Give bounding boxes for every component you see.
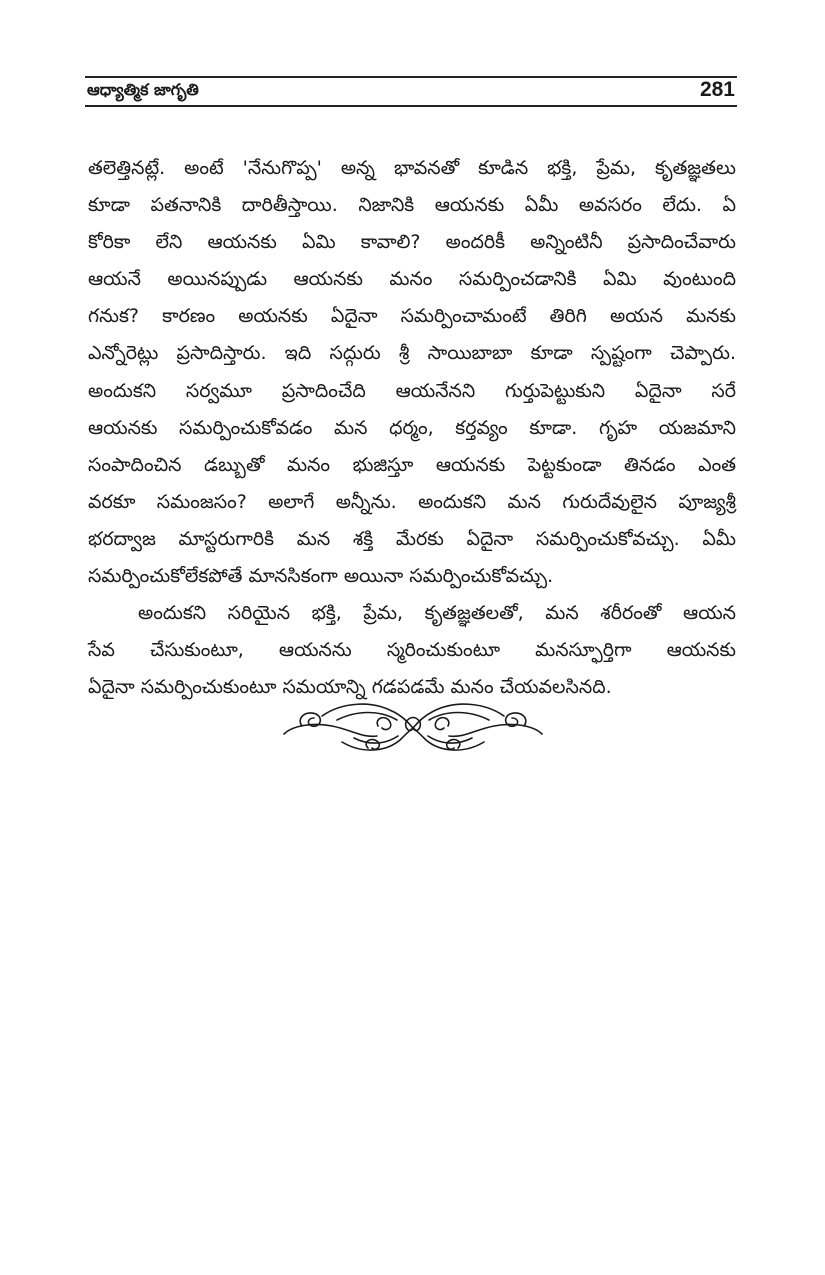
text-line: అందుకని సరియైన భక్తి, ప్రేమ, కృతజ్ఞతలతో, మన శరీరంతో ఆయన bbox=[138, 602, 736, 625]
text-line: కూడా పతనానికి దారితీస్తాయి. నిజానికి ఆయనకు ఏమీ అవసరం లేదు. ఏ bbox=[88, 194, 736, 217]
text-line: గనుక? కారణం అయనకు ఏదైనా సమర్పించామంటే తిరిగి అయన మనకు bbox=[88, 305, 736, 328]
page-number: 281 bbox=[699, 78, 735, 101]
decorative-flourish-icon bbox=[282, 696, 544, 758]
text-line: సంపాదించిన డబ్బుతో మనం భుజిస్తూ ఆయనకు పెట్టకుండా తినడం ఎంత bbox=[88, 453, 736, 476]
text-line: కోరికా లేని ఆయనకు ఏమి కావాలి? అందరికీ అన్నింటినీ ప్రసాదించేవారు bbox=[88, 231, 736, 254]
text-line: ఏదైనా సమర్పించుకుంటూ సమయాన్ని గడపడమే మనం చేయవలసినది. bbox=[88, 676, 612, 699]
text-line: ఆయనే అయినప్పుడు ఆయనకు మనం సమర్పించడానికి ఏమి వుంటుంది bbox=[88, 268, 736, 291]
text-line: వరకూ సమంజసం? అలాగే అన్నీను. అందుకని మన గురుదేవులైన పూజ్యశ్రీ bbox=[88, 490, 736, 513]
header-top-rule bbox=[85, 76, 737, 78]
text-line: ఎన్నోరెట్లు ప్రసాదిస్తారు. ఇది సద్గురు శ్రీ సాయిబాబా కూడా స్పష్టంగా చెప్పారు. bbox=[88, 342, 736, 365]
running-title: ఆధ్యాత్మిక జాగృతి bbox=[87, 80, 199, 99]
text-line: సమర్పించుకోలేకపోతే మానసికంగా అయినా సమర్పించుకోవచ్చు. bbox=[88, 565, 554, 588]
text-line: సేవ చేసుకుంటూ, ఆయనను స్మరించుకుంటూ మనస్ఫూర్తిగా ఆయనకు bbox=[88, 639, 736, 662]
text-line: అందుకని సర్వమూ ప్రసాదించేది ఆయనేనని గుర్తుపెట్టుకుని ఏదైనా సరే bbox=[88, 379, 736, 402]
text-line: భరద్వాజ మాస్టరుగారికి మన శక్తి మేరకు ఏదైనా సమర్పించుకోవచ్చు. ఏమీ bbox=[88, 527, 736, 550]
text-line: తలెత్తినట్లే. అంటే 'నేనుగొప్ప' అన్న భావనతో కూడిన భక్తి, ప్రేమ, కృతజ్ఞతలు bbox=[88, 157, 736, 179]
paragraph-2 bbox=[88, 595, 736, 706]
paragraph-1 bbox=[88, 150, 736, 595]
body-text bbox=[88, 150, 736, 706]
text-line: ఆయనకు సమర్పించుకోవడం మన ధర్మం, కర్తవ్యం కూడా. గృహ యజమాని bbox=[88, 416, 736, 439]
running-header bbox=[85, 76, 737, 108]
header-bottom-rule bbox=[85, 105, 737, 107]
